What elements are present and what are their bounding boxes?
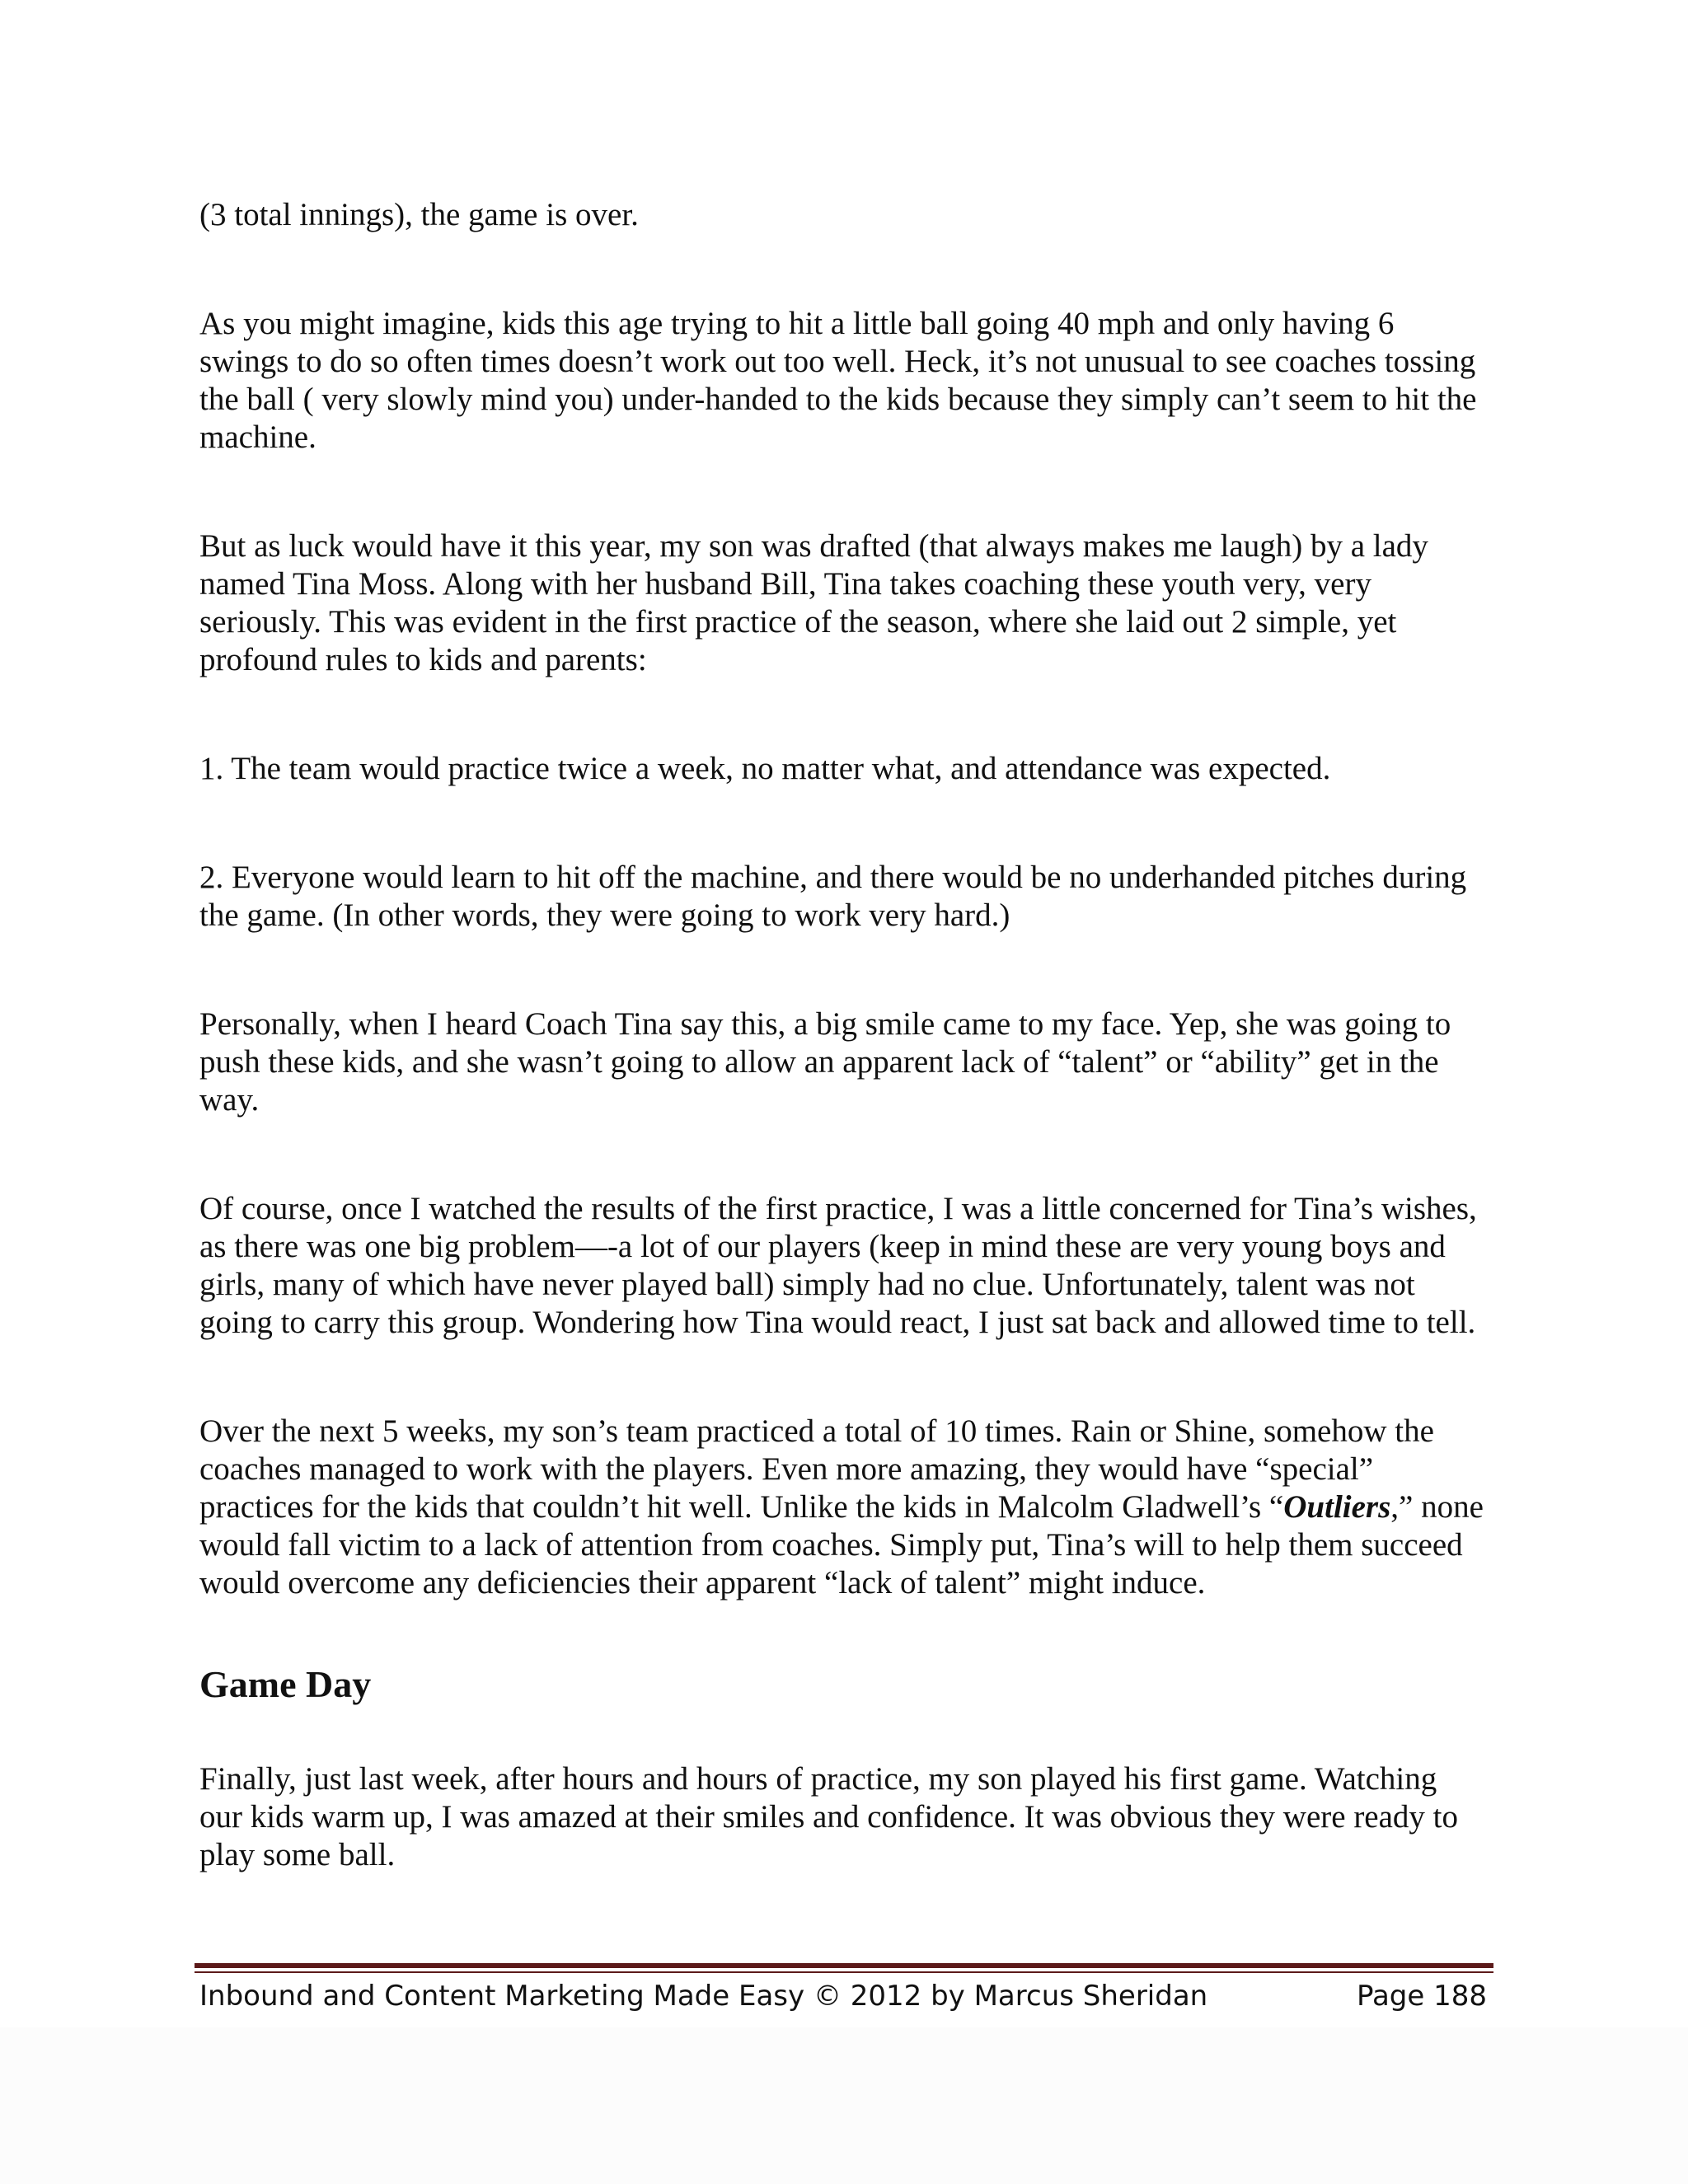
footer-copyright: Inbound and Content Marketing Made Easy © 2012 by Marcus Sheridan: [199, 1980, 1208, 2013]
paragraph-first-practice: Of course, once I watched the results of the first practice, I was a little concerned for Tina’s wishes, as there was one big problem—-a lot of our players (keep in mind these are very young boys and girls, many of which have never played ball) simply had no clue. Unfortunately, talent was not going to carry this group. Wondering how Tina would react, I just sat back and allowed time to tell.: [199, 1191, 1477, 1340]
paragraph-game-day: Finally, just last week, after hours and hours of practice, my son played his first game. Watching our kids warm up, I was amazed at their smiles and confidence. It was obvious they were ready to play some ball.: [199, 1761, 1459, 1872]
outliers-text-after: ,” none would fall victim to a lack of attention from coaches. Simply put, Tina’s will to help them succeed would overcome any deficiencies their apparent “lack of talent” might induce.: [199, 1489, 1484, 1601]
outliers-text-before: Over the next 5 weeks, my son’s team practiced a total of 10 times. Rain or Shine, somehow the coaches managed to work with the players. Even more amazing, they would have “special” practices for the kids that couldn’t hit well. Unlike the kids in Malcolm Gladwell’s “: [199, 1413, 1434, 1525]
paragraph-kids-hitting: As you might imagine, kids this age trying to hit a little ball going 40 mph and only having 6 swings to do so often times doesn’t work out too well. Heck, it’s not unusual to see coaches tossing the ball ( very slowly mind you) under-handed to the kids because they simply can’t seem to hit the machine.: [199, 306, 1477, 455]
paragraph-coach-tina: But as luck would have it this year, my son was drafted (that always makes me laugh) by a lady named Tina Moss. Along with her husband Bill, Tina takes coaching these youth very, very seriously. This was evident in the first practice of the season, where she laid out 2 simple, yet profound rules to kids and parents:: [199, 528, 1428, 677]
footer-rule-thick: [195, 1963, 1493, 1968]
page-number: Page 188: [1356, 1980, 1487, 2013]
paragraph-innings: (3 total innings), the game is over.: [199, 197, 639, 232]
page-bottom-margin: [0, 2027, 1688, 2184]
paragraph-big-smile: Personally, when I heard Coach Tina say this, a big smile came to my face. Yep, she was going to push these kids, and she wasn’t going to allow an apparent lack of “talent” or “ability” get in the way.: [199, 1006, 1451, 1118]
outliers-book-title: Outliers: [1283, 1489, 1391, 1525]
rule-two: 2. Everyone would learn to hit off the machine, and there would be no underhanded pitches during the game. (In other words, they were going to work very hard.): [199, 860, 1467, 933]
footer-rule-thin: [195, 1971, 1493, 1973]
paragraph-outliers: [199, 1413, 1485, 1602]
rule-one: 1. The team would practice twice a week, no matter what, and attendance was expected.: [199, 751, 1331, 786]
page-body: [199, 196, 1485, 1945]
section-heading: Game Day: [199, 1663, 372, 1705]
